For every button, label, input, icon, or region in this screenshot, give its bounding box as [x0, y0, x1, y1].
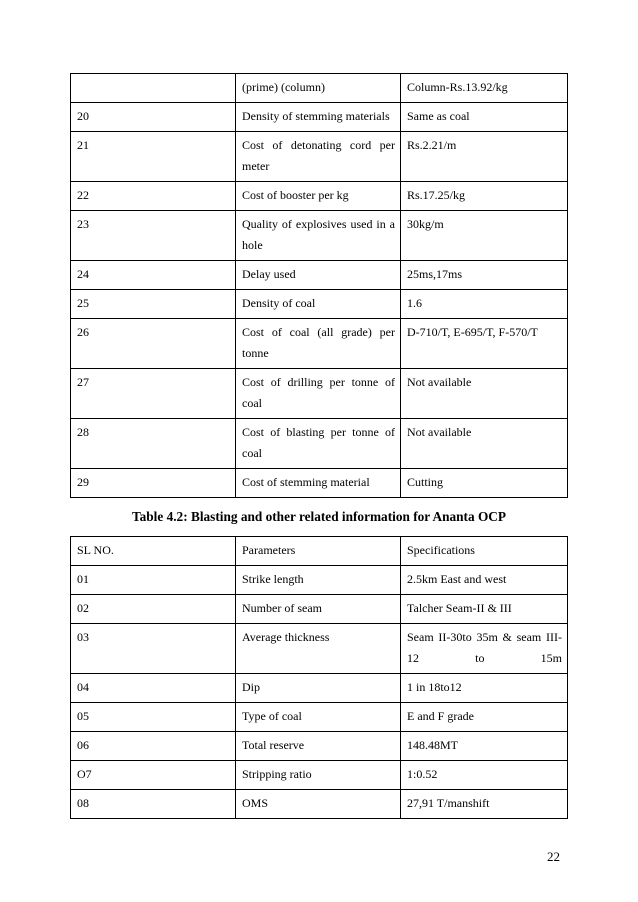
parameter-cell: Density of coal	[236, 290, 401, 319]
specification-cell: 1.6	[401, 290, 568, 319]
table-header-row	[71, 537, 568, 566]
parameter-cell: (prime) (column)	[236, 74, 401, 103]
specification-cell: Cutting	[401, 469, 568, 498]
specification-cell: 2.5km East and west	[401, 566, 568, 595]
specification-cell: 25ms,17ms	[401, 261, 568, 290]
parameter-cell: Number of seam	[236, 595, 401, 624]
sl-no-cell: 05	[71, 703, 236, 732]
specification-cell: Not available	[401, 369, 568, 419]
sl-no-cell: 03	[71, 624, 236, 674]
table-row	[71, 703, 568, 732]
sl-no-cell: 02	[71, 595, 236, 624]
specifications-header: Specifications	[401, 537, 568, 566]
parameter-cell: Delay used	[236, 261, 401, 290]
specification-cell: 27,91 T/manshift	[401, 790, 568, 819]
sl-no-header: SL NO.	[71, 537, 236, 566]
parameter-cell: Cost of detonating cord per meter	[236, 132, 401, 182]
table-row	[71, 469, 568, 498]
table-row	[71, 211, 568, 261]
sl-no-cell: 22	[71, 182, 236, 211]
parameters-header: Parameters	[236, 537, 401, 566]
table-row	[71, 182, 568, 211]
sl-no-cell: 06	[71, 732, 236, 761]
parameter-cell: Dip	[236, 674, 401, 703]
sl-no-cell: 08	[71, 790, 236, 819]
table-row	[71, 261, 568, 290]
specification-cell: Column-Rs.13.92/kg	[401, 74, 568, 103]
specification-cell: Not available	[401, 419, 568, 469]
sl-no-cell: 25	[71, 290, 236, 319]
specification-cell: 1 in 18to12	[401, 674, 568, 703]
table-row	[71, 624, 568, 674]
specification-cell: E and F grade	[401, 703, 568, 732]
parameter-cell: Cost of drilling per tonne of coal	[236, 369, 401, 419]
table-caption: Table 4.2: Blasting and other related information for Ananta OCP	[131, 509, 507, 524]
table-row	[71, 319, 568, 369]
parameter-cell: OMS	[236, 790, 401, 819]
parameter-cell: Total reserve	[236, 732, 401, 761]
sl-no-cell: 29	[71, 469, 236, 498]
parameter-cell: Density of stemming materials	[236, 103, 401, 132]
table-row	[71, 419, 568, 469]
sl-no-cell: 27	[71, 369, 236, 419]
sl-no-cell: 24	[71, 261, 236, 290]
sl-no-cell: 01	[71, 566, 236, 595]
table-row	[71, 761, 568, 790]
specification-cell: 148.48MT	[401, 732, 568, 761]
sl-no-cell: 26	[71, 319, 236, 369]
parameter-cell: Stripping ratio	[236, 761, 401, 790]
parameter-cell: Cost of stemming material	[236, 469, 401, 498]
table-row	[71, 74, 568, 103]
specification-cell: Seam II-30to 35m & seam III-12 to 15m	[401, 624, 568, 674]
sl-no-cell: 28	[71, 419, 236, 469]
specification-cell: Same as coal	[401, 103, 568, 132]
sl-no-cell: 21	[71, 132, 236, 182]
sl-no-cell: O7	[71, 761, 236, 790]
continued-parameters-table	[70, 73, 568, 498]
blasting-information-table	[70, 536, 568, 819]
specification-cell: 1:0.52	[401, 761, 568, 790]
table-row	[71, 790, 568, 819]
specification-cell: Rs.2.21/m	[401, 132, 568, 182]
parameter-cell: Type of coal	[236, 703, 401, 732]
sl-no-cell	[71, 74, 236, 103]
sl-no-cell: 20	[71, 103, 236, 132]
table-row	[71, 369, 568, 419]
parameter-cell: Strike length	[236, 566, 401, 595]
table-row	[71, 674, 568, 703]
table-row	[71, 595, 568, 624]
table-row	[71, 566, 568, 595]
table-row	[71, 732, 568, 761]
parameter-cell: Cost of booster per kg	[236, 182, 401, 211]
parameter-cell: Quality of explosives used in a hole	[236, 211, 401, 261]
table-row	[71, 103, 568, 132]
parameter-cell: Cost of blasting per tonne of coal	[236, 419, 401, 469]
page-number: 22	[547, 849, 560, 864]
specification-cell: Talcher Seam-II & III	[401, 595, 568, 624]
specification-cell: Rs.17.25/kg	[401, 182, 568, 211]
sl-no-cell: 04	[71, 674, 236, 703]
table-row	[71, 290, 568, 319]
parameter-cell: Cost of coal (all grade) per tonne	[236, 319, 401, 369]
sl-no-cell: 23	[71, 211, 236, 261]
parameter-cell: Average thickness	[236, 624, 401, 674]
table-row	[71, 132, 568, 182]
specification-cell: D-710/T, E-695/T, F-570/T	[401, 319, 568, 369]
specification-cell: 30kg/m	[401, 211, 568, 261]
